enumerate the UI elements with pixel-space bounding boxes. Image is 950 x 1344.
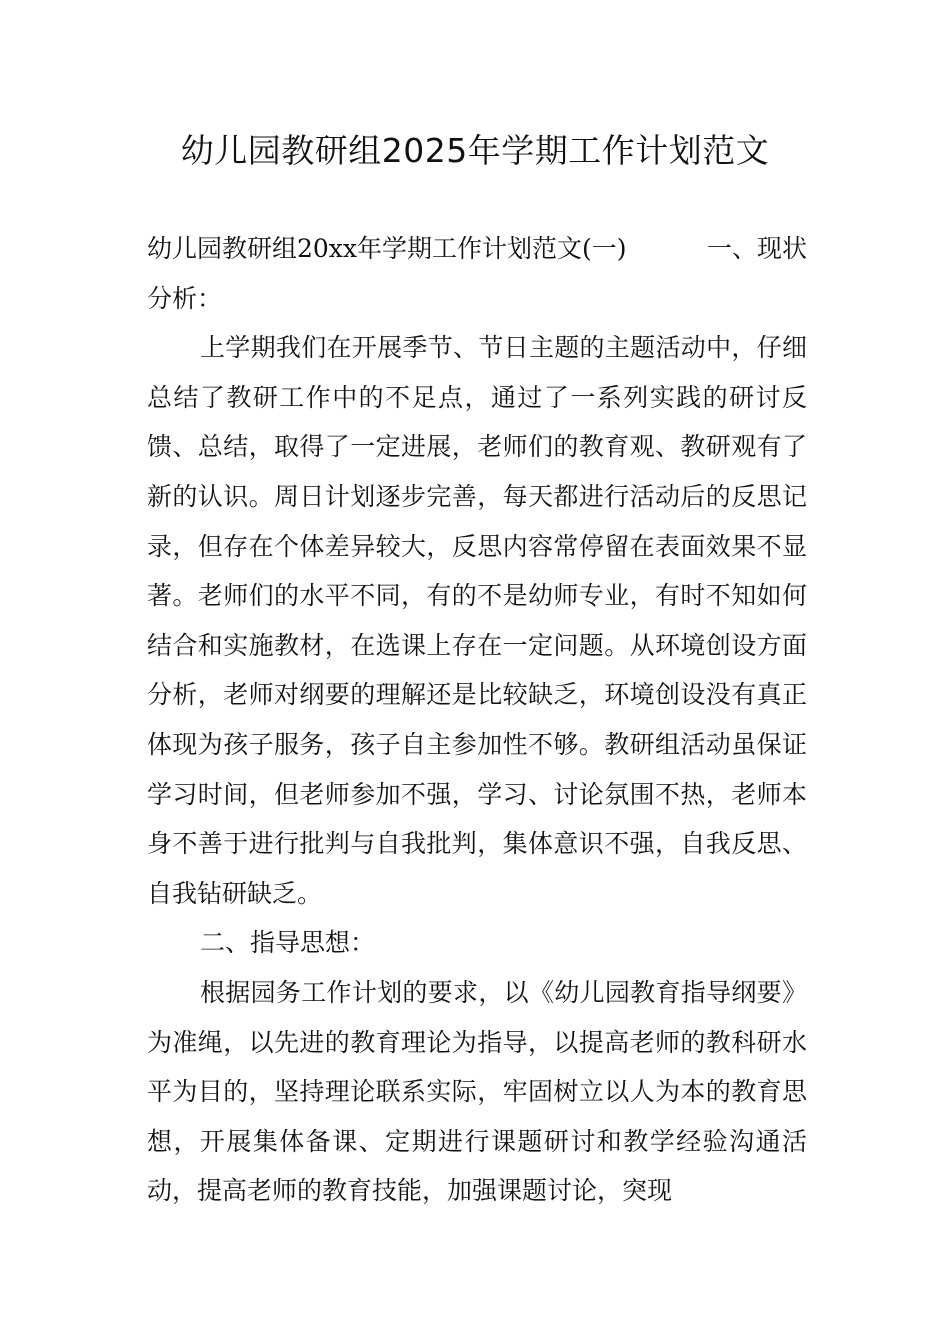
section2-heading: 二、指导思想： — [200, 928, 376, 958]
document-body — [147, 224, 807, 1216]
document-title: 幼儿园教研组2025年学期工作计划范文 — [180, 131, 770, 170]
subtitle-line — [147, 224, 807, 274]
section1-heading-part1: 一、现状 — [706, 234, 807, 263]
section1-heading-part2: 分析： — [147, 283, 223, 313]
section2-paragraph: 根据园务工作计划的要求，以《幼儿园教育指导纲要》为准绳，以先进的教育理论为指导，以提高老师的教科研水平为目的，坚持理论联系实际，牢固树立以人为本的教育思想，开展集体备课、定期进行课题研讨和教学经验沟通活动，提高老师的教育技能，加强课题讨论，突现 — [147, 977, 807, 1206]
document-subtitle: 幼儿园教研组20xx年学期工作计划范文(一) — [147, 234, 627, 263]
section1-paragraph: 上学期我们在开展季节、节日主题的主题活动中，仔细总结了教研工作中的不足点，通过了一系列实践的研讨反馈、总结，取得了一定进展，老师们的教育观、教研观有了新的认识。周日计划逐步完善，每天都进行活动后的反思记录，但存在个体差异较大，反思内容常停留在表面效果不显著。老师们的水平不同，有的不是幼师专业，有时不知如何结合和实施教材，在选课上存在一定问题。从环境创设方面分析，老师对纲要的理解还是比较缺乏，环境创设没有真正体现为孩子服务，孩子自主参加性不够。教研组活动虽保证学习时间，但老师参加不强，学习、讨论氛围不热，老师本身不善于进行批判与自我批判，集体意识不强，自我反思、自我钻研缺乏。 — [147, 333, 807, 908]
